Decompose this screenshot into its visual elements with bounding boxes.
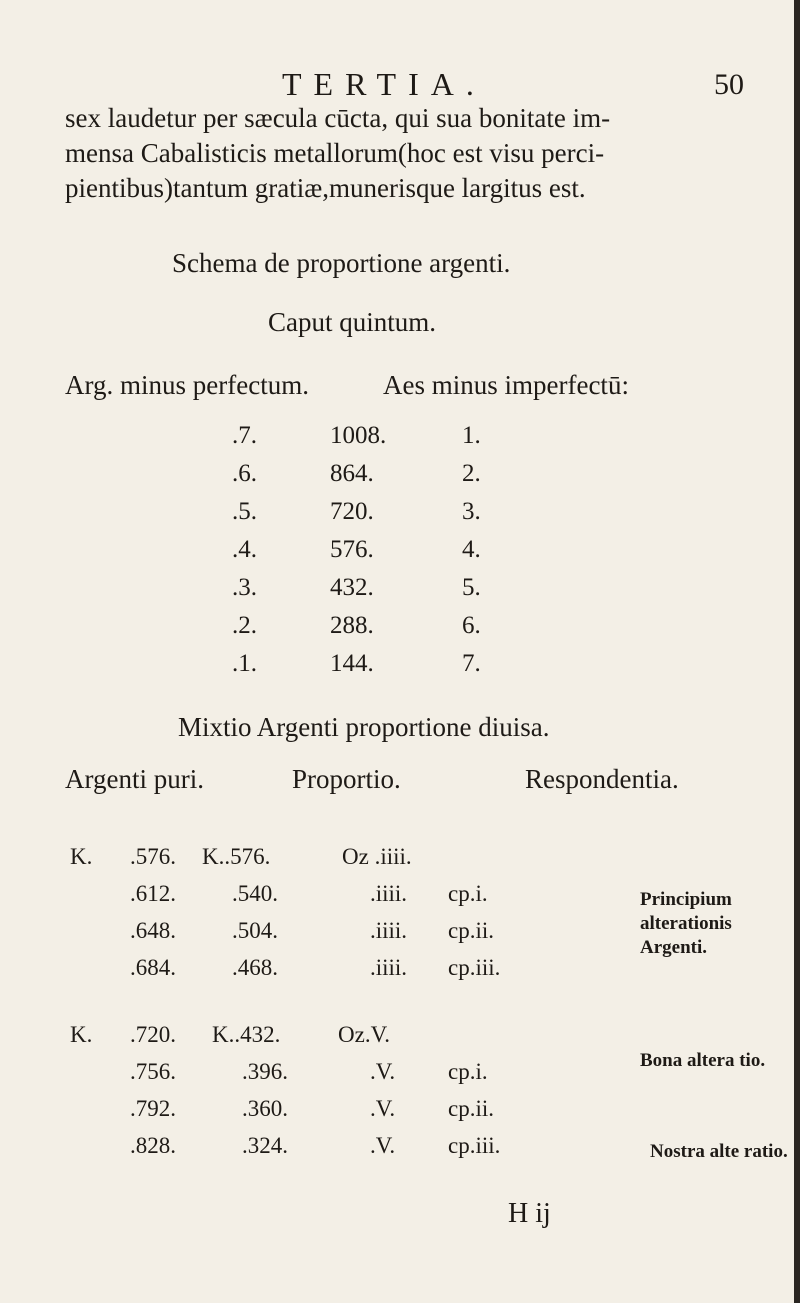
schema-cell-c: 7.: [462, 650, 481, 677]
mixtio-cell-proportio: .360.: [242, 1096, 288, 1121]
schema-cell-c: 6.: [462, 612, 481, 639]
schema-cell-b: 1008.: [330, 422, 387, 449]
mixtio-column-heading-1: Argenti puri.: [65, 764, 204, 794]
mixtio-cell-oz: .V.: [370, 1059, 396, 1084]
mixtio-cell-respondentia: cp.ii.: [448, 918, 494, 943]
mixtio-cell-proportio: .468.: [232, 955, 278, 980]
mixtio-cell-proportio: .504.: [232, 918, 278, 943]
schema-cell-a: .4.: [232, 536, 257, 563]
schema-cell-b: 720.: [330, 498, 374, 525]
margin-note-bona: Bona altera tio.: [640, 1050, 766, 1071]
mixtio-cell-puri: .576.: [130, 844, 176, 869]
schema-cell-c: 5.: [462, 574, 481, 601]
schema-cell-c: 4.: [462, 536, 481, 563]
mixtio-row-marker: K.: [70, 844, 93, 869]
mixtio-cell-proportio: K..576.: [202, 844, 271, 869]
mixtio-cell-proportio: .540.: [232, 881, 278, 906]
schema-cell-c: 3.: [462, 498, 481, 525]
schema-cell-a: .5.: [232, 498, 257, 525]
mixtio-column-heading-3: Respondentia.: [525, 764, 679, 794]
schema-cell-b: 432.: [330, 574, 374, 601]
schema-cell-b: 288.: [330, 612, 374, 639]
schema-cell-a: .7.: [232, 422, 257, 449]
mixtio-cell-oz: .V.: [370, 1133, 396, 1158]
mixtio-cell-oz: Oz.V.: [338, 1022, 390, 1047]
paragraph-line-3: pientibus)tantum gratiæ,munerisque largitus est.: [65, 173, 586, 203]
schema-subtitle: Caput quintum.: [268, 307, 436, 337]
mixtio-cell-proportio: .396.: [242, 1059, 288, 1084]
mixtio-cell-respondentia: cp.iii.: [448, 1133, 501, 1158]
running-header: TERTIA.: [282, 66, 486, 102]
schema-cell-c: 1.: [462, 422, 481, 449]
mixtio-cell-proportio: K..432.: [212, 1022, 281, 1047]
mixtio-cell-puri: .828.: [130, 1133, 176, 1158]
margin-note-principium: Principium alterationis Argenti.: [640, 889, 732, 958]
mixtio-cell-puri: .612.: [130, 881, 176, 906]
schema-cell-a: .1.: [232, 650, 257, 677]
mixtio-cell-puri: .792.: [130, 1096, 176, 1121]
mixtio-cell-puri: .756.: [130, 1059, 176, 1084]
paragraph-line-2: mensa Cabalisticis metallorum(hoc est visu perci-: [65, 138, 605, 168]
schema-cell-a: .2.: [232, 612, 257, 639]
signature-mark: H ij: [508, 1198, 551, 1229]
schema-cell-b: 576.: [330, 536, 374, 563]
mixtio-cell-respondentia: cp.ii.: [448, 1096, 494, 1121]
mixtio-cell-proportio: .324.: [242, 1133, 288, 1158]
schema-title: Schema de proportione argenti.: [172, 248, 511, 278]
mixtio-row-marker: K.: [70, 1022, 93, 1047]
schema-cell-c: 2.: [462, 460, 481, 487]
mixtio-cell-oz: Oz .iiii.: [342, 844, 412, 869]
mixtio-cell-respondentia: cp.i.: [448, 1059, 488, 1084]
mixtio-cell-oz: .iiii.: [370, 918, 408, 943]
page-number: 50: [714, 68, 744, 101]
schema-cell-a: .3.: [232, 574, 257, 601]
paragraph-line-1: sex laudetur per sæcula cūcta, qui sua bonitate im-: [65, 103, 611, 133]
schema-cell-b: 864.: [330, 460, 374, 487]
page-edge: [794, 0, 800, 1303]
mixtio-cell-oz: .V.: [370, 1096, 396, 1121]
schema-cell-a: .6.: [232, 460, 257, 487]
mixtio-cell-puri: .720.: [130, 1022, 176, 1047]
mixtio-cell-puri: .648.: [130, 918, 176, 943]
mixtio-cell-respondentia: cp.iii.: [448, 955, 501, 980]
mixtio-title: Mixtio Argenti proportione diuisa.: [178, 712, 550, 742]
mixtio-cell-oz: .iiii.: [370, 881, 408, 906]
mixtio-column-heading-2: Proportio.: [292, 764, 401, 794]
mixtio-cell-oz: .iiii.: [370, 955, 408, 980]
mixtio-cell-respondentia: cp.i.: [448, 881, 488, 906]
schema-cell-b: 144.: [330, 650, 374, 677]
mixtio-cell-puri: .684.: [130, 955, 176, 980]
margin-note-nostra: Nostra alte ratio.: [650, 1141, 788, 1162]
schema-left-column-heading: Arg. minus perfectum.: [65, 370, 309, 400]
schema-right-column-heading: Aes minus imperfectū:: [383, 370, 629, 400]
